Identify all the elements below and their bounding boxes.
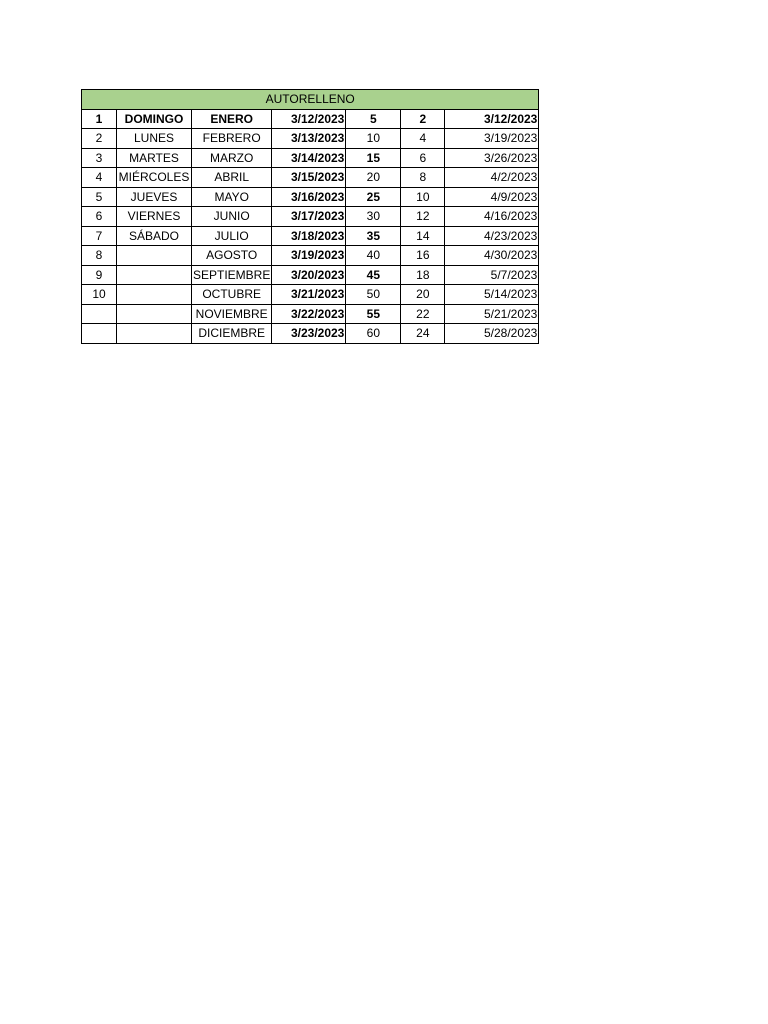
cell-date-daily[interactable]: 3/13/2023 bbox=[272, 129, 346, 149]
cell-weekday[interactable]: JUEVES bbox=[117, 187, 192, 207]
cell-number[interactable] bbox=[82, 304, 117, 324]
cell-number[interactable]: 6 bbox=[82, 207, 117, 227]
cell-month[interactable]: JUNIO bbox=[192, 207, 272, 227]
cell-step-five[interactable]: 40 bbox=[346, 246, 401, 266]
cell-date-daily[interactable]: 3/15/2023 bbox=[272, 168, 346, 188]
table-row bbox=[82, 246, 539, 266]
cell-step-two[interactable]: 12 bbox=[401, 207, 445, 227]
cell-step-two[interactable]: 16 bbox=[401, 246, 445, 266]
cell-date-weekly[interactable]: 3/12/2023 bbox=[445, 109, 539, 129]
cell-number[interactable]: 1 bbox=[82, 109, 117, 129]
cell-month[interactable]: MAYO bbox=[192, 187, 272, 207]
cell-date-weekly[interactable]: 4/9/2023 bbox=[445, 187, 539, 207]
cell-number[interactable]: 4 bbox=[82, 168, 117, 188]
cell-step-five[interactable]: 50 bbox=[346, 285, 401, 305]
cell-month[interactable]: FEBRERO bbox=[192, 129, 272, 149]
cell-date-daily[interactable]: 3/23/2023 bbox=[272, 324, 346, 344]
cell-month[interactable]: SEPTIEMBRE bbox=[192, 265, 272, 285]
cell-date-daily[interactable]: 3/21/2023 bbox=[272, 285, 346, 305]
cell-step-two[interactable]: 22 bbox=[401, 304, 445, 324]
cell-step-two[interactable]: 18 bbox=[401, 265, 445, 285]
cell-date-daily[interactable]: 3/22/2023 bbox=[272, 304, 346, 324]
table-row bbox=[82, 109, 539, 129]
cell-date-daily[interactable]: 3/19/2023 bbox=[272, 246, 346, 266]
cell-number[interactable]: 10 bbox=[82, 285, 117, 305]
cell-step-two[interactable]: 8 bbox=[401, 168, 445, 188]
table-row bbox=[82, 324, 539, 344]
cell-month[interactable]: OCTUBRE bbox=[192, 285, 272, 305]
cell-weekday[interactable]: DOMINGO bbox=[117, 109, 192, 129]
cell-month[interactable]: ENERO bbox=[192, 109, 272, 129]
cell-month[interactable]: NOVIEMBRE bbox=[192, 304, 272, 324]
cell-date-daily[interactable]: 3/12/2023 bbox=[272, 109, 346, 129]
cell-weekday[interactable]: MARTES bbox=[117, 148, 192, 168]
cell-date-daily[interactable]: 3/17/2023 bbox=[272, 207, 346, 227]
cell-step-two[interactable]: 20 bbox=[401, 285, 445, 305]
cell-date-weekly[interactable]: 5/21/2023 bbox=[445, 304, 539, 324]
cell-step-five[interactable]: 30 bbox=[346, 207, 401, 227]
cell-month[interactable]: MARZO bbox=[192, 148, 272, 168]
table-row bbox=[82, 207, 539, 227]
cell-weekday[interactable]: MIÉRCOLES bbox=[117, 168, 192, 188]
cell-weekday[interactable] bbox=[117, 324, 192, 344]
table-row bbox=[82, 226, 539, 246]
cell-number[interactable]: 2 bbox=[82, 129, 117, 149]
cell-date-daily[interactable]: 3/18/2023 bbox=[272, 226, 346, 246]
cell-step-two[interactable]: 2 bbox=[401, 109, 445, 129]
cell-month[interactable]: DICIEMBRE bbox=[192, 324, 272, 344]
cell-weekday[interactable]: LUNES bbox=[117, 129, 192, 149]
cell-step-five[interactable]: 55 bbox=[346, 304, 401, 324]
cell-date-weekly[interactable]: 4/30/2023 bbox=[445, 246, 539, 266]
cell-step-five[interactable]: 15 bbox=[346, 148, 401, 168]
cell-date-weekly[interactable]: 4/2/2023 bbox=[445, 168, 539, 188]
cell-step-two[interactable]: 10 bbox=[401, 187, 445, 207]
cell-date-daily[interactable]: 3/16/2023 bbox=[272, 187, 346, 207]
cell-step-two[interactable]: 14 bbox=[401, 226, 445, 246]
table-row bbox=[82, 148, 539, 168]
cell-step-five[interactable]: 35 bbox=[346, 226, 401, 246]
cell-step-two[interactable]: 6 bbox=[401, 148, 445, 168]
table-row bbox=[82, 304, 539, 324]
cell-date-weekly[interactable]: 5/7/2023 bbox=[445, 265, 539, 285]
cell-number[interactable]: 7 bbox=[82, 226, 117, 246]
cell-date-weekly[interactable]: 5/14/2023 bbox=[445, 285, 539, 305]
cell-weekday[interactable] bbox=[117, 265, 192, 285]
cell-date-weekly[interactable]: 4/16/2023 bbox=[445, 207, 539, 227]
table-row bbox=[82, 168, 539, 188]
table-row bbox=[82, 285, 539, 305]
table-row bbox=[82, 187, 539, 207]
cell-weekday[interactable] bbox=[117, 304, 192, 324]
title-row bbox=[82, 90, 539, 110]
cell-month[interactable]: ABRIL bbox=[192, 168, 272, 188]
cell-step-five[interactable]: 45 bbox=[346, 265, 401, 285]
cell-number[interactable] bbox=[82, 324, 117, 344]
cell-date-daily[interactable]: 3/14/2023 bbox=[272, 148, 346, 168]
cell-date-weekly[interactable]: 5/28/2023 bbox=[445, 324, 539, 344]
cell-weekday[interactable] bbox=[117, 285, 192, 305]
table-row bbox=[82, 265, 539, 285]
cell-step-five[interactable]: 10 bbox=[346, 129, 401, 149]
cell-month[interactable]: JULIO bbox=[192, 226, 272, 246]
table-title[interactable]: AUTORELLENO bbox=[82, 90, 539, 110]
cell-step-five[interactable]: 20 bbox=[346, 168, 401, 188]
cell-date-weekly[interactable]: 3/26/2023 bbox=[445, 148, 539, 168]
cell-weekday[interactable]: SÁBADO bbox=[117, 226, 192, 246]
cell-number[interactable]: 8 bbox=[82, 246, 117, 266]
cell-weekday[interactable]: VIERNES bbox=[117, 207, 192, 227]
cell-number[interactable]: 3 bbox=[82, 148, 117, 168]
cell-number[interactable]: 5 bbox=[82, 187, 117, 207]
table-row bbox=[82, 129, 539, 149]
autorelleno-table bbox=[81, 89, 539, 344]
cell-number[interactable]: 9 bbox=[82, 265, 117, 285]
cell-step-two[interactable]: 24 bbox=[401, 324, 445, 344]
cell-step-two[interactable]: 4 bbox=[401, 129, 445, 149]
cell-step-five[interactable]: 25 bbox=[346, 187, 401, 207]
cell-step-five[interactable]: 5 bbox=[346, 109, 401, 129]
cell-date-weekly[interactable]: 4/23/2023 bbox=[445, 226, 539, 246]
cell-month[interactable]: AGOSTO bbox=[192, 246, 272, 266]
cell-weekday[interactable] bbox=[117, 246, 192, 266]
cell-date-daily[interactable]: 3/20/2023 bbox=[272, 265, 346, 285]
cell-step-five[interactable]: 60 bbox=[346, 324, 401, 344]
cell-date-weekly[interactable]: 3/19/2023 bbox=[445, 129, 539, 149]
